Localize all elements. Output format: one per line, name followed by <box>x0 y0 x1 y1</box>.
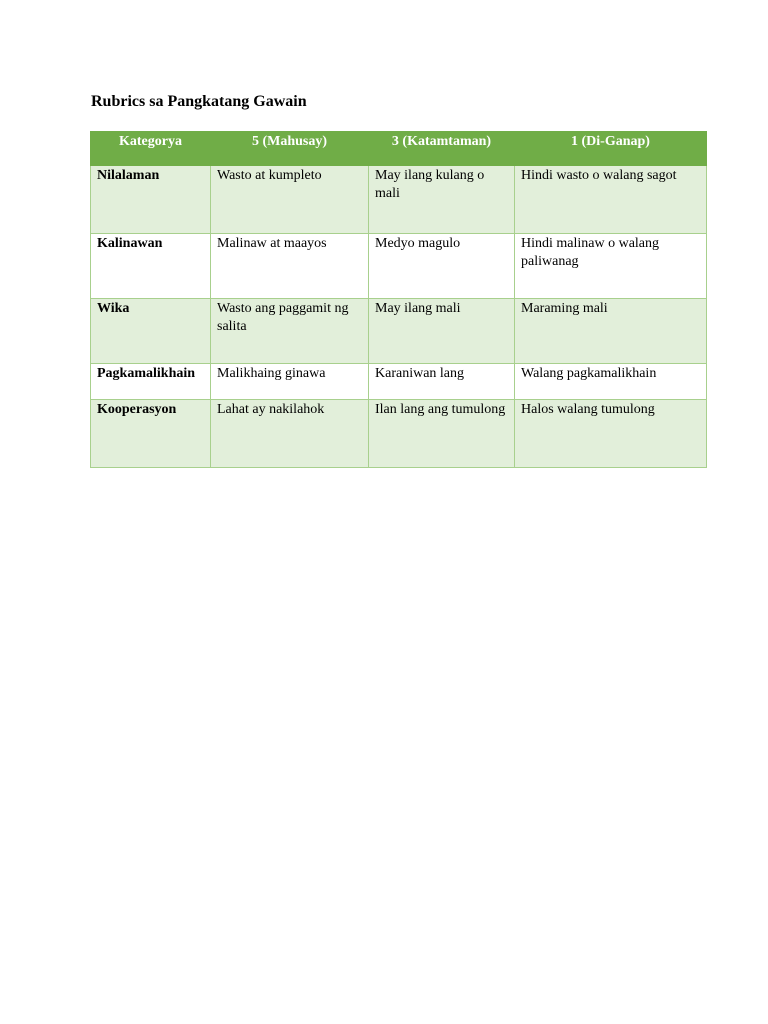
table-row <box>91 166 707 234</box>
category-cell: Kalinawan <box>91 234 211 299</box>
score-1-cell: Maraming mali <box>515 299 707 364</box>
table-header-row <box>91 132 707 166</box>
score-1-cell: Hindi wasto o walang sagot <box>515 166 707 234</box>
category-cell: Wika <box>91 299 211 364</box>
table-row <box>91 234 707 299</box>
score-3-cell: Karaniwan lang <box>369 364 515 400</box>
score-5-cell: Wasto ang paggamit ng salita <box>211 299 369 364</box>
table-row <box>91 400 707 468</box>
category-cell: Nilalaman <box>91 166 211 234</box>
score-3-cell: Ilan lang ang tumulong <box>369 400 515 468</box>
category-cell: Kooperasyon <box>91 400 211 468</box>
header-di-ganap: 1 (Di-Ganap) <box>515 132 707 166</box>
score-1-cell: Walang pagkamalikhain <box>515 364 707 400</box>
score-5-cell: Malikhaing ginawa <box>211 364 369 400</box>
header-kategorya: Kategorya <box>91 132 211 166</box>
header-katamtaman: 3 (Katamtaman) <box>369 132 515 166</box>
score-5-cell: Wasto at kumpleto <box>211 166 369 234</box>
score-3-cell: May ilang kulang o mali <box>369 166 515 234</box>
table-row <box>91 299 707 364</box>
table-row <box>91 364 707 400</box>
score-5-cell: Malinaw at maayos <box>211 234 369 299</box>
page-title: Rubrics sa Pangkatang Gawain <box>91 93 307 110</box>
score-5-cell: Lahat ay nakilahok <box>211 400 369 468</box>
score-3-cell: Medyo magulo <box>369 234 515 299</box>
header-mahusay: 5 (Mahusay) <box>211 132 369 166</box>
score-3-cell: May ilang mali <box>369 299 515 364</box>
score-1-cell: Halos walang tumulong <box>515 400 707 468</box>
score-1-cell: Hindi malinaw o walang paliwanag <box>515 234 707 299</box>
rubric-table <box>90 131 707 468</box>
category-cell: Pagkamalikhain <box>91 364 211 400</box>
